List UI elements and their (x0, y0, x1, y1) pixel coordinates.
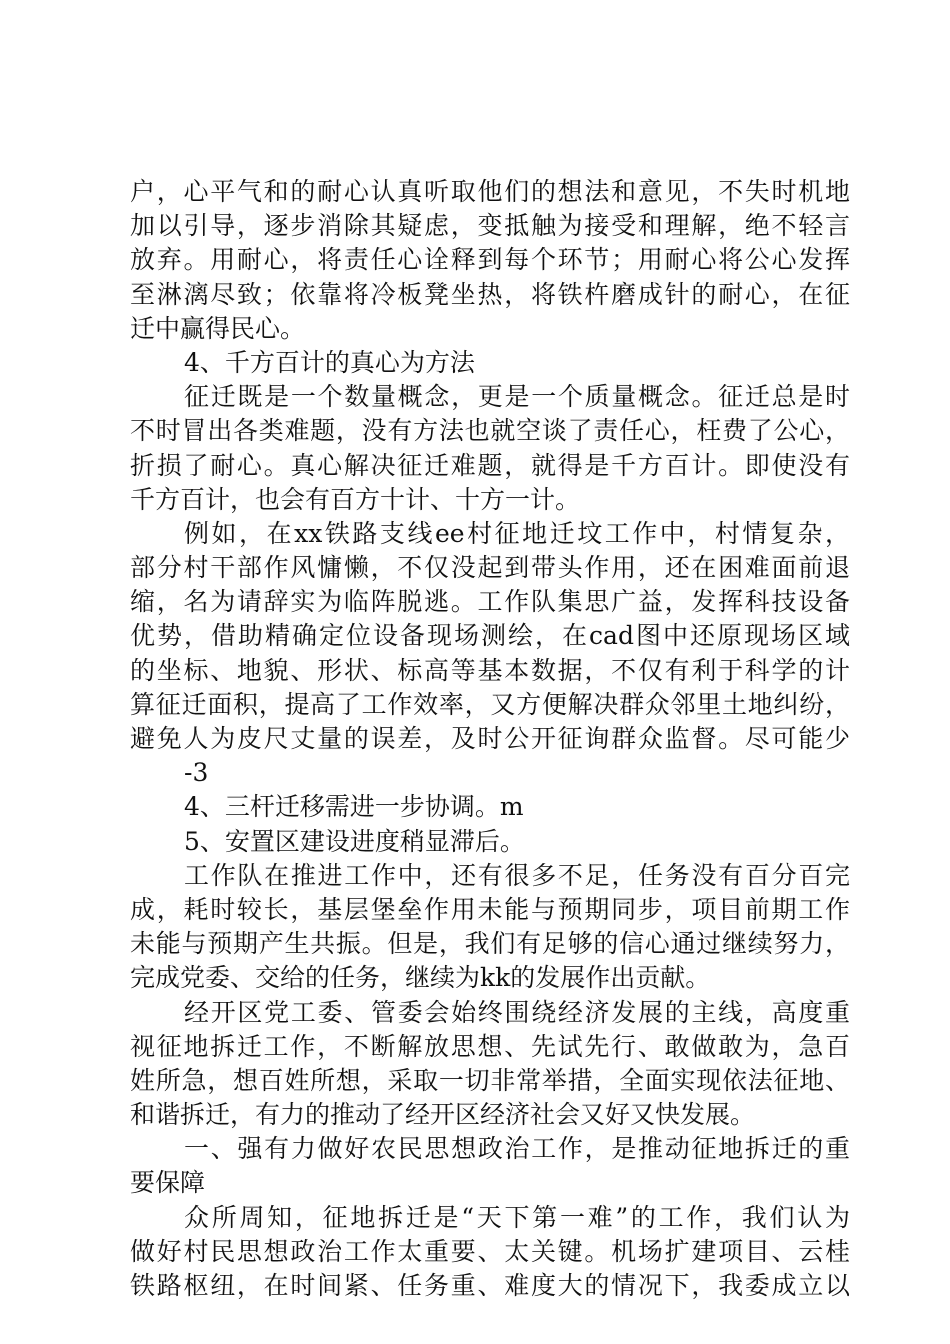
text-line: 部分村干部作风慵懒，不仅没起到带头作用，还在困难面前退 (130, 553, 850, 583)
text-line: 成，耗时较长，基层堡垒作用未能与预期同步，项目前期工作 (130, 894, 850, 924)
text-line: 一、强有力做好农民思想政治工作，是推动征地拆迁的重 (184, 1134, 850, 1164)
text-line: 众所周知，征地拆迁是“天下第一难”的工作，我们认为 (184, 1202, 850, 1232)
text-line: 4、三杆迁移需进一步协调。m (184, 792, 524, 822)
text-line: 工作队在推进工作中，还有很多不足，任务没有百分百完 (184, 860, 850, 890)
text-line: 征迁既是一个数量概念，更是一个质量概念。征迁总是时 (184, 382, 850, 412)
text-line: 缩，名为请辞实为临阵脱逃。工作队集思广益，发挥科技设备 (130, 587, 850, 617)
text-line: 迁中赢得民心。 (130, 313, 306, 343)
text-line: 要保障 (130, 1168, 206, 1198)
text-line: 视征地拆迁工作，不断解放思想、先试先行、敢做敢为，急百 (130, 1031, 850, 1061)
text-line: 不时冒出各类难题，没有方法也就空谈了责任心，枉费了公心， (130, 416, 850, 446)
text-line: -3 (184, 758, 209, 788)
text-line: 至淋漓尽致；依靠将冷板凳坐热，将铁杵磨成针的耐心，在征 (130, 279, 850, 309)
text-line: 避免人为皮尺丈量的误差，及时公开征询群众监督。尽可能少 (130, 724, 850, 753)
text-line: 未能与预期产生共振。但是，我们有足够的信心通过继续努力， (130, 929, 850, 959)
text-line: 姓所急，想百姓所想，采取一切非常举措，全面实现依法征地、 (130, 1065, 850, 1095)
text-line: 4、千方百计的真心为方法 (184, 347, 475, 377)
text-line: 经开区党工委、管委会始终围绕经济发展的主线，高度重 (184, 997, 850, 1027)
text-line: 算征迁面积，提高了工作效率，又方便解决群众邻里土地纠纷， (130, 689, 850, 719)
text-line: 折损了耐心。真心解决征迁难题，就得是千方百计。即使没有 (130, 450, 850, 480)
text-line: 铁路枢纽，在时间紧、任务重、难度大的情况下，我委成立以 (130, 1271, 850, 1300)
text-line: 完成党委、交给的任务，继续为kk的发展作出贡献。 (130, 963, 711, 993)
text-line: 5、安置区建设进度稍显滞后。 (184, 826, 525, 856)
text-line: 的坐标、地貌、形状、标高等基本数据，不仅有利于科学的计 (130, 655, 850, 685)
text-line: 千方百计，也会有百方十计、十方一计。 (130, 484, 581, 514)
text-line: 户，心平气和的耐心认真听取他们的想法和意见，不失时机地 (130, 177, 850, 206)
text-line: 做好村民思想政治工作太重要、太关键。机场扩建项目、云桂 (130, 1236, 850, 1266)
text-line: 放弃。用耐心，将责任心诠释到每个环节；用耐心将公心发挥 (130, 245, 850, 275)
text-line: 加以引导，逐步消除其疑虑，变抵触为接受和理解，绝不轻言 (130, 211, 850, 241)
text-line: 优势，借助精确定位设备现场测绘，在cad图中还原现场区域 (130, 621, 850, 651)
text-line: 例如，在xx铁路支线ee村征地迁坟工作中，村情复杂， (184, 518, 850, 548)
document-body (130, 175, 850, 1303)
text-line: 和谐拆迁，有力的推动了经开区经济社会又好又快发展。 (130, 1100, 756, 1130)
